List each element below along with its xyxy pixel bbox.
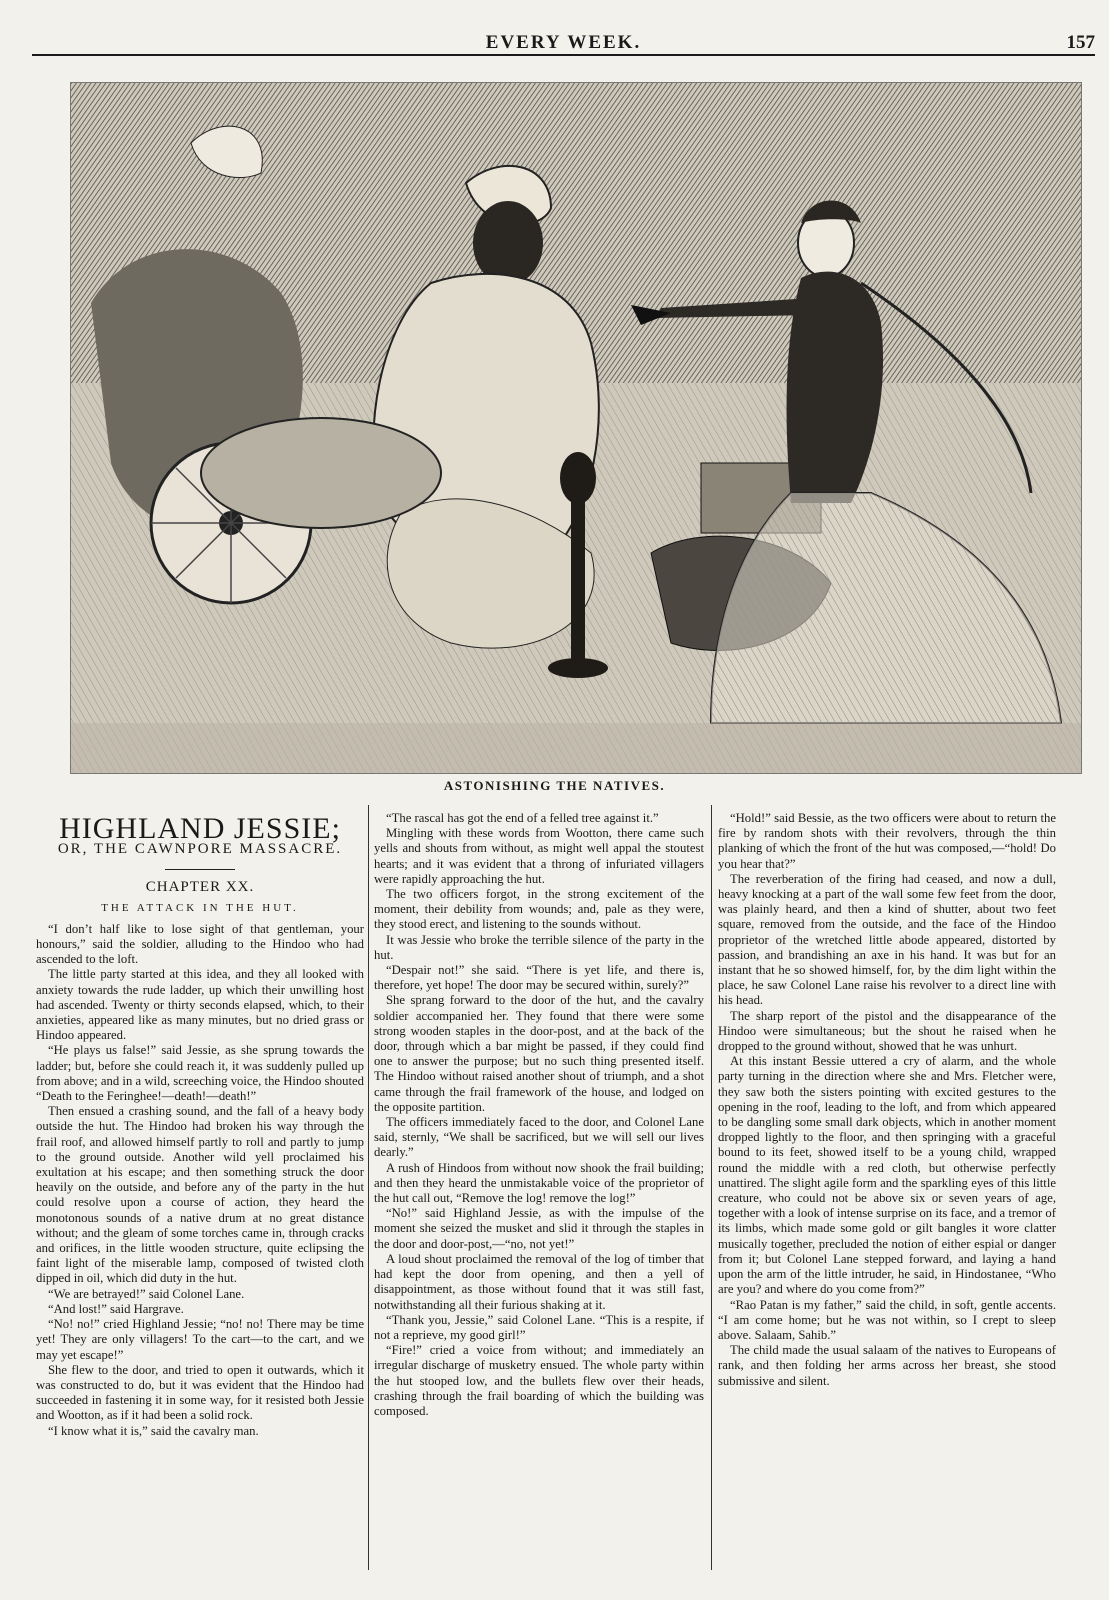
illustration-drawing <box>71 83 1081 773</box>
paragraph: “The rascal has got the end of a felled tree against it.” <box>386 811 659 825</box>
page-number: 157 <box>1066 32 1095 53</box>
engraving-illustration <box>70 82 1082 774</box>
paragraph: “Thank you, Jessie,” said Colonel Lane. “This is a respite, if not a reprieve, my good girl!” <box>374 1312 704 1342</box>
paragraph: “I don’t half like to lose sight of that gentleman, your honours,” said the soldier, alluding to the Hindoo who had ascended to the loft. <box>36 921 364 967</box>
paragraph: The two officers forgot, in the strong excitement of the moment, their debility from wounds; and, pale as they were, they stood erect, and listening to the sounds without. <box>374 887 704 932</box>
paragraph: The sharp report of the pistol and the disappearance of the Hindoo were simultaneous; but the shout he raised when he dropped to the ground without, showed that he was unhurt. <box>718 1008 1056 1054</box>
paragraph: Then ensued a crashing sound, and the fall of a heavy body outside the hut. The Hindoo had broken his way through the frail roof, and allowed himself partly to roll and partly to jump to the ground outside. Another wild yell proclaimed his exultation at his escape; and then something struck the door heavily on the outside, and before any of the party in the hut could resolve upon a course of action, they heard the monotonous sounds of a native drum at no great distance without; and the gleam of some torches came in, through cracks and orifices, in the little wooden structure, quite eclipsing the faint light of the miserable lamp, composed of twisted cloth dipped in oil, which did duty in the hut. <box>36 1104 364 1286</box>
paragraph: “Rao Patan is my father,” said the child, in soft, gentle accents. “I am come home; but he was not within, so I crept to sleep above. Salaam, Sahib.” <box>718 1297 1056 1342</box>
paragraph: It was Jessie who broke the terrible silence of the party in the hut. <box>374 932 704 962</box>
paragraph: “Hold!” said Bessie, as the two officers were about to return the fire by random shots with their revolvers, through the thin planking of which the front of the hut was composed,—“hold! Do you hear that?” <box>718 811 1056 871</box>
paragraph: “We are betrayed!” said Colonel Lane. <box>48 1286 245 1301</box>
paragraph: A rush of Hindoos from without now shook the frail building; and then they heard the unmistakable voice of the proprietor of the hut call out, “Remove the log! remove the log!” <box>374 1160 704 1206</box>
paragraph: She sprang forward to the door of the hut, and the cavalry soldier accompanied her. They found that there were some strong wooden staples in the door-post, and at the back of the door, through which a bar might be passed, if they could find one to answer the purpose; but no such thing presented itself. The Hindoo without raised another shout of triumph, and a shot came through the frail framework of the house, and lodged on the opposite partition. <box>374 993 704 1114</box>
paragraph: The little party started at this idea, and they all looked with anxiety towards the rude ladder, up which their unwilling host had ascended. Twenty or thirty seconds elapsed, which, to their anxieties, appeared like as many minutes, but no dried grass or Hindoo appeared. <box>36 967 364 1043</box>
paragraph: “No! no!” cried Highland Jessie; “no! no! There may be time yet! They are only villagers! To the cart—to the cart, and we may yet escape!” <box>36 1317 364 1362</box>
article-subtitle: OR, THE CAWNPORE MASSACRE. <box>57 841 343 858</box>
paragraph: “And lost!” said Hargrave. <box>48 1301 184 1316</box>
column-divider <box>711 805 712 1570</box>
column-divider <box>368 805 369 1570</box>
title-rule <box>165 869 235 870</box>
paragraph: “Fire!” cried a voice from without; and immediately an irregular discharge of musketry ensued. The whole party within the hut stooped low, and the bullets flew over their heads, crashing through the frail boarding of which the building was composed. <box>374 1343 704 1418</box>
paragraph: “No!” said Highland Jessie, as with the impulse of the moment she seized the musket and slid it through the staples in the door and door-post,—“no, not yet!” <box>374 1206 704 1251</box>
running-head: EVERY WEEK. <box>485 32 642 53</box>
article-title: HIGHLAND JESSIE; <box>59 812 341 845</box>
paragraph: At this instant Bessie uttered a cry of alarm, and the whole party turning in the direction where she and Mrs. Fletcher were, they saw both the sisters pointing with excited gestures to the opening in the roof, leading to the loft, and from which appeared to be dangling some small dark objects, which in another moment dropped lightly to the floor, and then springing with a graceful bound to its feet, showed itself to be a young child, wrapped round the middle with a red cloth, but otherwise perfectly unattired. The slight agile form and the sparkling eyes of this little creature, who could not be above six or seven years of age, together with a look of intense surprise on its face, and a tremor of its limbs, which made some gold or gilt bangles it wore clatter musically together, precluded the notion of either espial or danger from it; but Colonel Lane stepped forward, and laying a hand upon the arm of the little intruder, he said, in Hindostanee, “Who are you? and where do you come from?” <box>718 1054 1056 1297</box>
paragraph: “I know what it is,” said the cavalry man. <box>48 1423 259 1438</box>
paragraph: The child made the usual salaam of the natives to Europeans of rank, and then folding her arms across her breast, she stood submissive and silent. <box>718 1343 1056 1388</box>
paragraph: A loud shout proclaimed the removal of the log of timber that had kept the door from opening, and then a yell of disappointment, as those without found that it was still fast, notwithstanding all their furious shaking at it. <box>374 1251 704 1312</box>
chapter-title: THE ATTACK IN THE HUT. <box>101 901 299 914</box>
paragraph: She flew to the door, and tried to open it outwards, which it was constructed to do, but it was evident that the Hindoo had succeeded in fastening it in some way, for it resisted both Jessie and Wootton, as if it had been a solid rock. <box>36 1362 364 1423</box>
paragraph: The officers immediately faced to the door, and Colonel Lane said, sternly, “We shall be sacrificed, but we will sell our lives dearly.” <box>374 1115 704 1160</box>
text-column-2 <box>374 811 704 1419</box>
text-column-3 <box>718 811 1056 1389</box>
paragraph: The reverberation of the firing had ceased, and now a dull, heavy knocking at a part of the wall some few feet from the door, was plainly heard, and then a kind of shutter, about two feet square, removed from the outside, and the face of the Hindoo proprietor of the wretched little abode appeared, distorted by passion, and brandishing an axe in his hand. It was but for an instant that he so showed himself, for, by the dim light within the place, he saw Colonel Lane raise his revolver to a direct line with his head. <box>718 871 1056 1008</box>
paragraph: “He plays us false!” said Jessie, as she sprung towards the ladder; but, before she could reach it, it was suddenly pulled up from above; and in a wild, screeching voice, the Hindoo shouted “Death to the Feringhee!—death!—death!” <box>36 1043 364 1104</box>
text-column-1 <box>36 811 364 1439</box>
page-header <box>32 28 1095 56</box>
paragraph: Mingling with these words from Wootton, there came such yells and shouts from without, as might well appal the stoutest hearts; and it was evident that a throng of infuriated villagers were rapidly approaching the hut. <box>374 826 704 886</box>
chapter-heading: CHAPTER XX. <box>145 879 255 896</box>
illustration-caption: ASTONISHING THE NATIVES. <box>443 778 666 793</box>
paragraph: “Despair not!” she said. “There is yet life, and there is, therefore, yet hope! The door may be secured within, surely?” <box>374 963 704 993</box>
